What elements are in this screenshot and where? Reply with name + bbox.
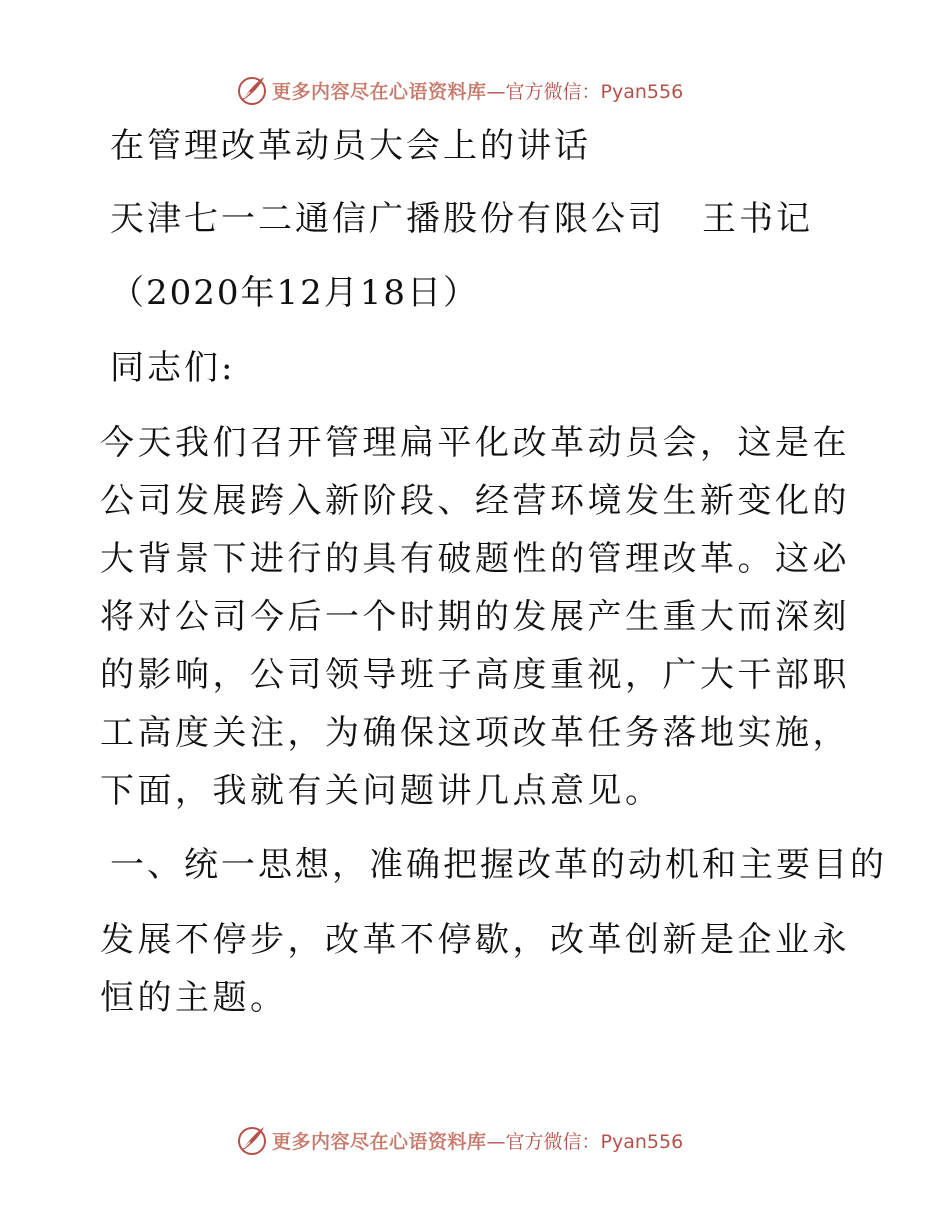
- quill-logo-icon: [236, 1124, 268, 1156]
- salutation: 同志们:: [110, 348, 236, 388]
- speech-date: （2020年12月18日）: [110, 273, 480, 313]
- paragraph-section-1: 发展不停步，改革不停歇，改革创新是企业永恒的主题。: [100, 920, 850, 1018]
- watermark-main-text: 更多内容尽在心语资料库: [272, 80, 487, 103]
- quill-logo-icon: [236, 74, 268, 106]
- paragraph-intro: 今天我们召开管理扁平化改革动员会，这是在公司发展跨入新阶段、经营环境发生新变化的大背景下进行的具有破题性的管理改革。这必将对公司今后一个时期的发展产生重大而深刻的影响，公司领导班子高度重视，广大干部职工高度关注，为确保这项改革任务落地实施，下面，我就有关问题讲几点意见。: [100, 423, 850, 811]
- watermark-footer: [236, 1122, 683, 1158]
- watermark-wechat-text: —官方微信：Pyan556: [486, 80, 684, 103]
- author-line: 天津七一二通信广播股份有限公司 王书记: [110, 199, 813, 239]
- document-title: 在管理改革动员大会上的讲话: [110, 126, 591, 166]
- watermark-main-text: 更多内容尽在心语资料库: [272, 1130, 487, 1153]
- section-heading-1: 一、统一思想，准确把握改革的动机和主要目的: [110, 845, 887, 885]
- watermark-header: [236, 72, 683, 108]
- watermark-wechat-text: —官方微信：Pyan556: [486, 1130, 684, 1153]
